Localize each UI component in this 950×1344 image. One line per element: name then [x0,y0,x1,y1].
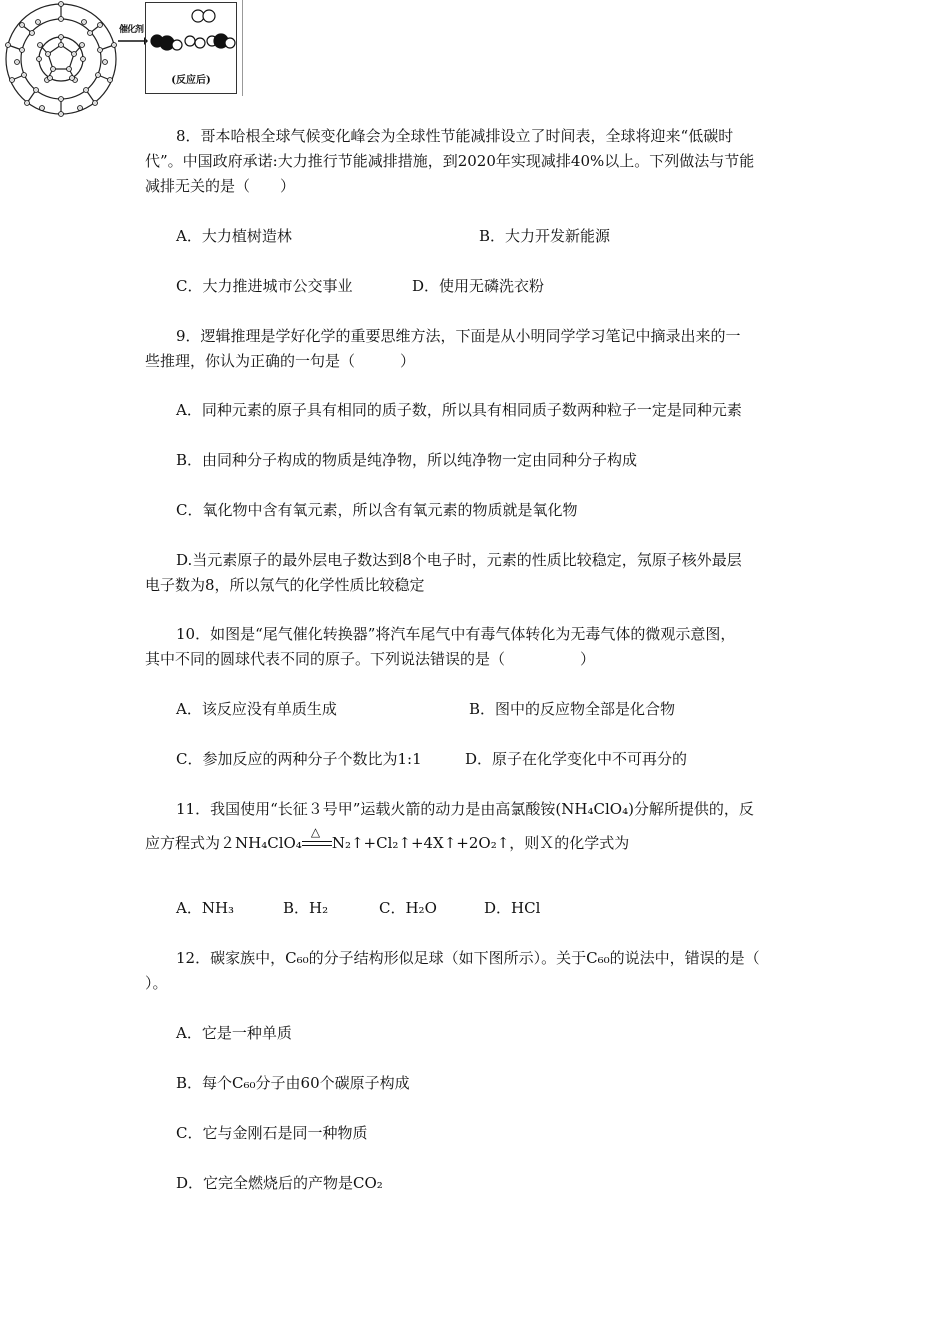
q9-option-d1: D.当元素原子的最外层电子数达到8个电子时，元素的性质比较稳定，氖原子核外最层 [176,551,742,569]
q9-option-d2: 电子数为8，所以氖气的化学性质比较稳定 [145,576,425,594]
q11-option-b: B．H₂ [283,899,329,917]
figure-divider [242,0,243,96]
q11-option-a: A．NH₃ [176,899,235,917]
q10-option-b: B．图中的反应物全部是化合物 [469,700,676,718]
q11-line2-post: N₂↑+Cl₂↑+4X↑+2O₂↑，则Ｘ的化学式为 [331,834,630,852]
q12-line2: ）。 [145,974,168,992]
heat-symbol: △ [310,825,321,839]
q9-option-b: B．由同种分子构成的物质是纯净物，所以纯净物一定由同种分子构成 [176,451,638,469]
q10-option-d: D．原子在化学变化中不可再分的 [465,750,688,768]
q9-option-a: A．同种元素的原子具有相同的质子数，所以具有相同质子数两种粒子一定是同种元素 [176,401,742,419]
molecules-icon [146,3,236,67]
q12-option-b: B．每个C₆₀分子由60个碳原子构成 [176,1074,410,1092]
q12-line1: 12．碳家族中，C₆₀的分子结构形似足球（如下图所示）。关于C₆₀的说法中，错误的是（ [176,949,760,967]
q8-option-b: B．大力开发新能源 [479,227,611,245]
q8-line1: 8．哥本哈根全球气候变化峰会为全球性节能减排设立了时间表，全球将迎来“低碳时 [176,127,734,145]
q9-line1: 9．逻辑推理是学好化学的重要思维方法，下面是从小明同学学习笔记中摘录出来的一 [176,327,741,345]
q11-line1: 11．我国使用“长征３号甲”运载火箭的动力是由高氯酸铵(NH₄ClO₄)分解所提供的，反 [176,800,754,818]
q9-option-c: C．氧化物中含有氧元素，所以含有氧元素的物质就是氧化物 [176,501,578,519]
q12-option-a: A．它是一种单质 [176,1024,292,1042]
reaction-after-figure [145,2,237,94]
catalyst-label: 催化剂 [119,25,144,35]
q10-line2: 其中不同的圆球代表不同的原子。下列说法错误的是（ ） [145,650,596,668]
box-caption: (反应后) [171,75,211,86]
q10-line1: 10．如图是“尾气催化转换器”将汽车尾气中有毒气体转化为无毒气体的微观示意图， [176,625,736,643]
q12-option-c: C．它与金刚石是同一种物质 [176,1124,368,1142]
q10-option-c: C．参加反应的两种分子个数比为1:1 [176,750,422,768]
q8-line3: 减排无关的是（ ） [145,177,296,195]
q11-line2-pre: 应方程式为２NH₄ClO₄ [145,834,302,852]
q11-option-d: D．HCl [484,899,541,917]
q10-option-a: A．该反应没有单质生成 [176,700,337,718]
q8-line2: 代”。中国政府承诺:大力推行节能减排措施，到2020年实现减排40%以上。下列做法与节能 [145,152,755,170]
q8-option-c: C．大力推进城市公交事业 [176,277,353,295]
q9-line2: 些推理，你认为正确的一句是（ ） [145,352,416,370]
q12-option-d: D．它完全燃烧后的产物是CO₂ [176,1174,383,1192]
c60-fullerene-figure [2,0,120,118]
q8-option-a: A．大力植树造林 [176,227,292,245]
q8-option-d: D．使用无磷洗衣粉 [412,277,545,295]
q11-line2 [145,825,630,854]
heat-equals-sign [302,825,332,854]
q11-option-c: C．H₂O [379,899,437,917]
